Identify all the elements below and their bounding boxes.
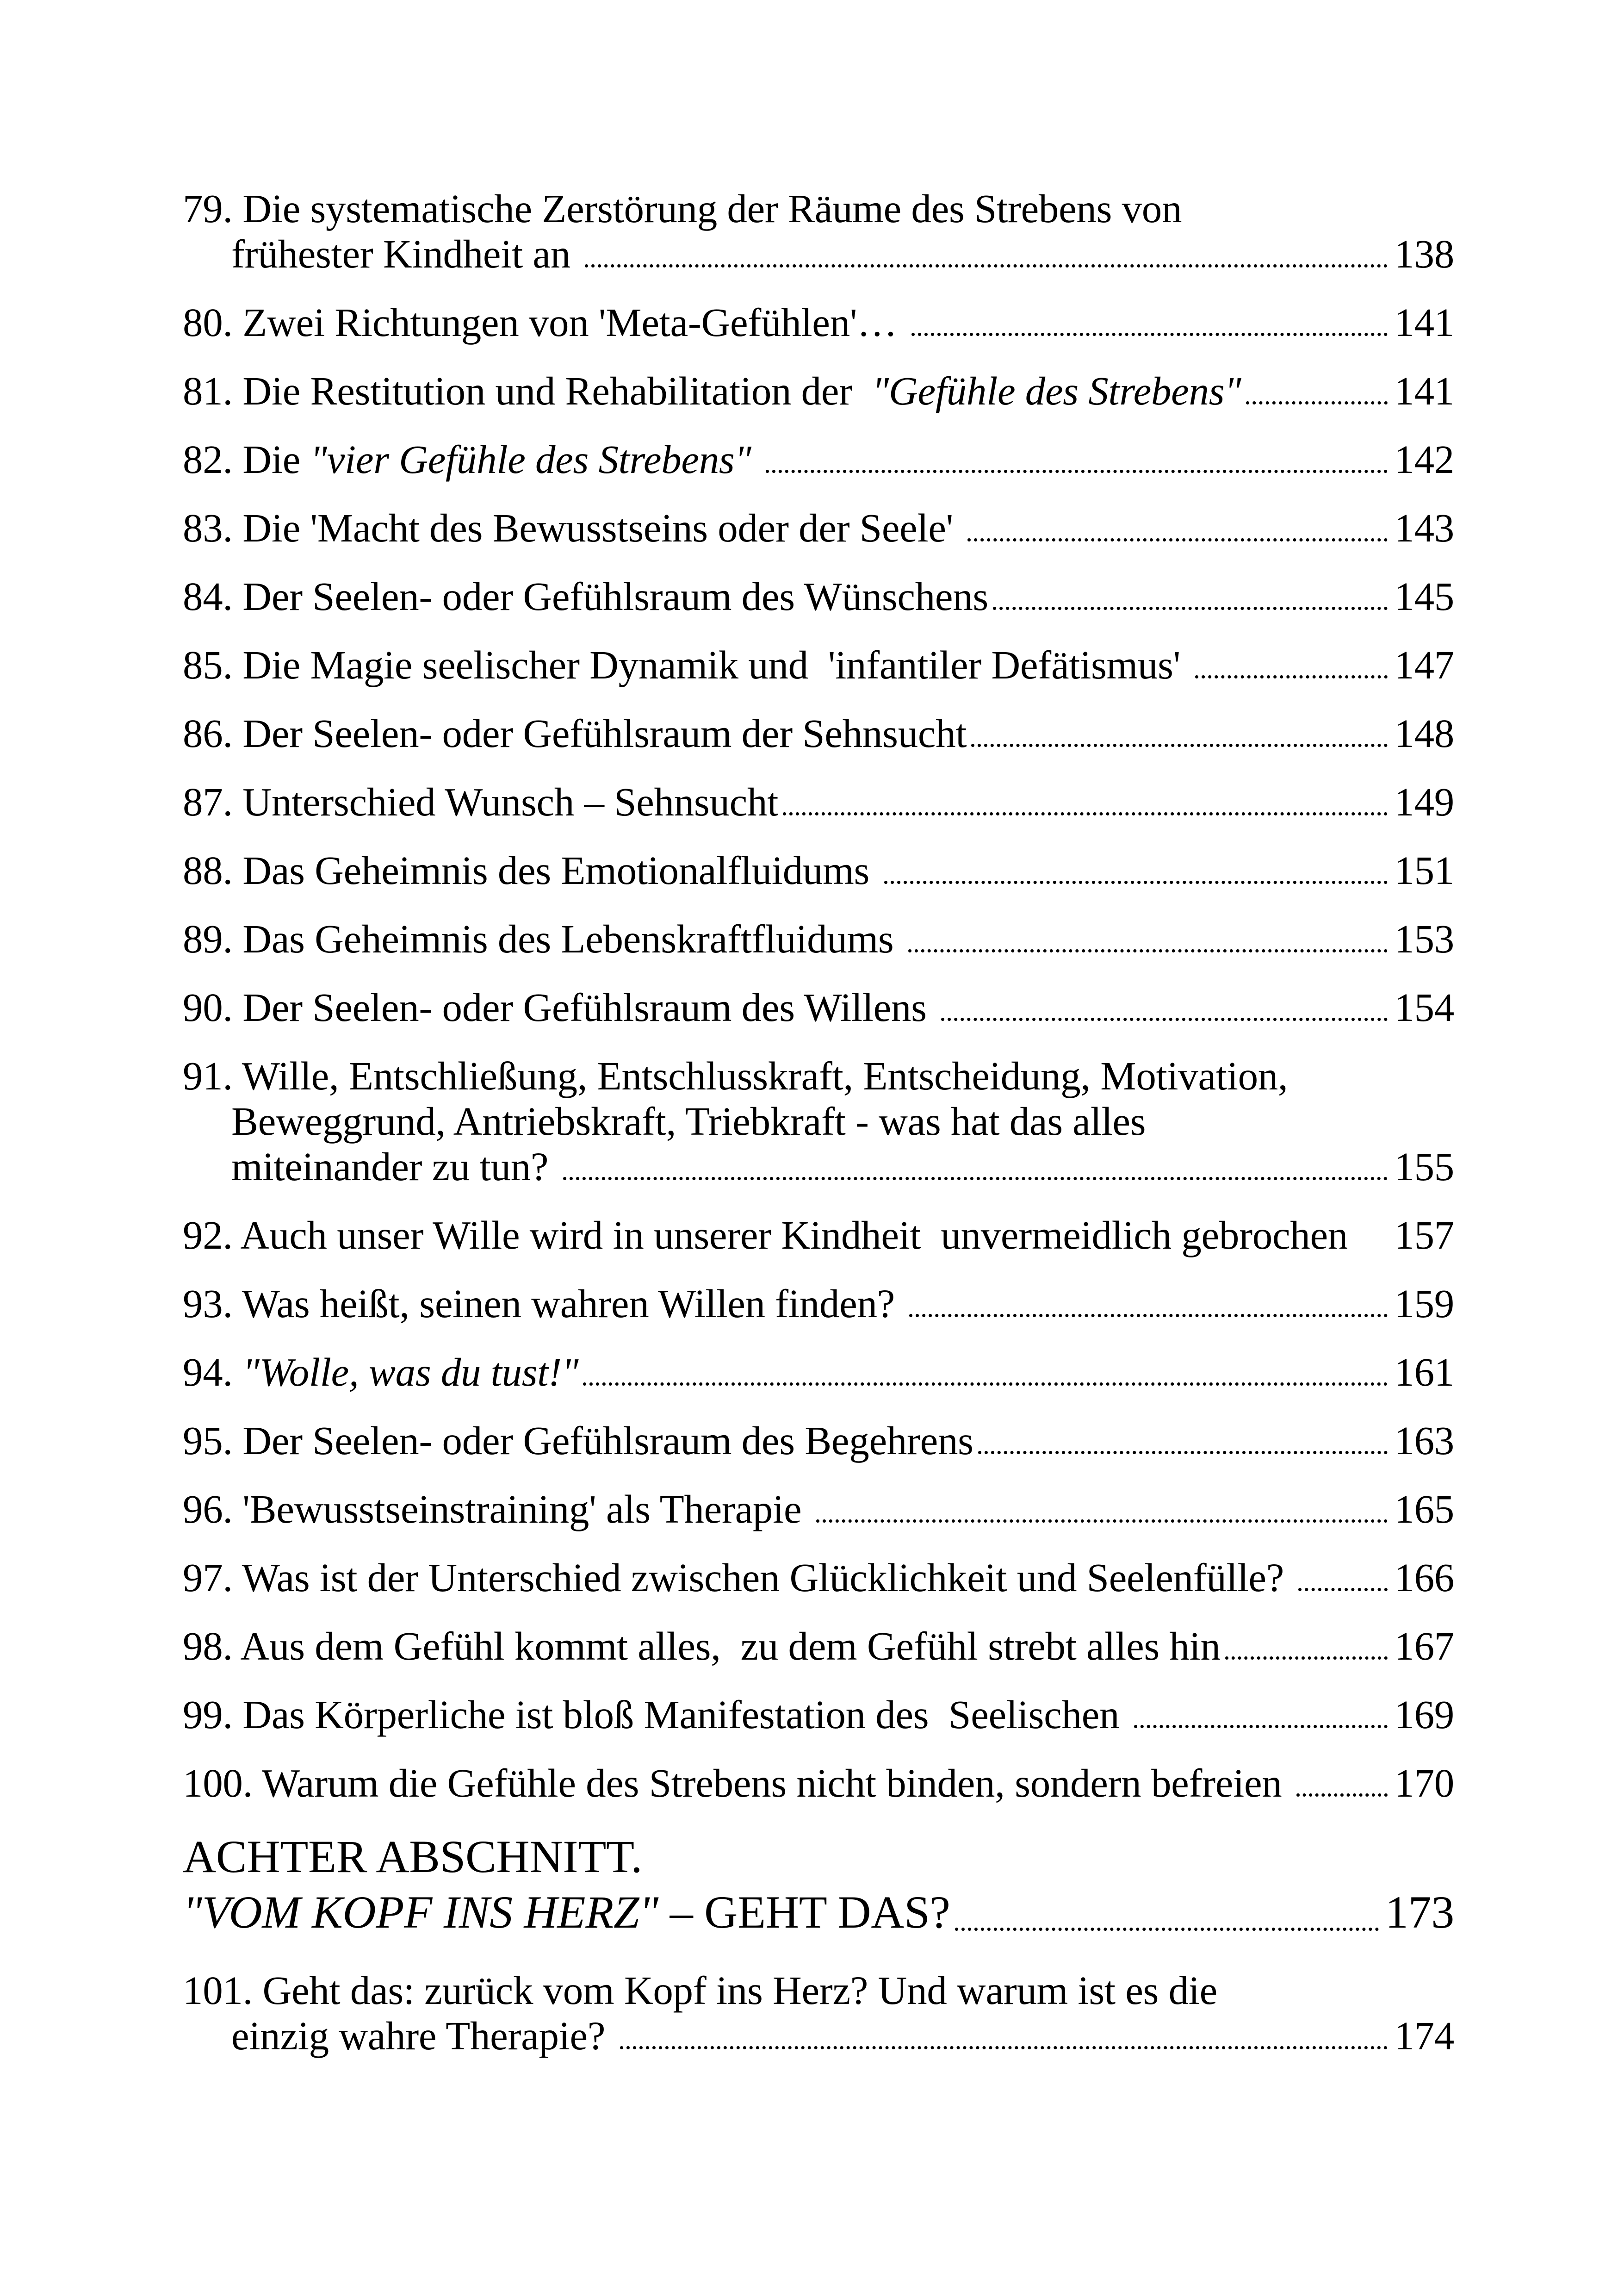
entry-text: 99. Das Körperliche ist bloß Manifestation des Seelischen xyxy=(183,1692,1129,1737)
toc-line xyxy=(183,642,1454,688)
entry-text: 86. Der Seelen- oder Gefühlsraum der Sehnsucht xyxy=(183,711,967,756)
entry-text: miteinander zu tun? xyxy=(231,1144,558,1189)
toc-section-heading xyxy=(183,1829,1454,1940)
page-number: 169 xyxy=(1394,1692,1454,1737)
entry-text: 94. xyxy=(183,1350,243,1394)
page-number: 138 xyxy=(1394,231,1454,276)
toc-entry xyxy=(183,437,1454,482)
entry-text: 87. Unterschied Wunsch – Sehnsucht xyxy=(183,779,779,824)
leader-dots xyxy=(816,1519,1388,1523)
toc-line xyxy=(183,300,1454,345)
entry-text: 83. Die 'Macht des Bewusstseins oder der Seele' xyxy=(183,505,963,550)
page-number: 148 xyxy=(1394,711,1454,756)
leader-dots xyxy=(620,2046,1388,2049)
toc-line xyxy=(183,1053,1454,1099)
toc-entry xyxy=(183,368,1454,414)
leader-dots xyxy=(766,470,1388,473)
leader-dots xyxy=(978,1451,1388,1454)
entry-text: 85. Die Magie seelischer Dynamik und 'infantiler Defätismus' xyxy=(183,642,1190,687)
entry-text xyxy=(751,437,761,482)
toc-entry xyxy=(183,1350,1454,1395)
toc-entry xyxy=(183,186,1454,277)
toc-entry xyxy=(183,1281,1454,1326)
entry-text: "Wolle, was du tust!" xyxy=(242,1350,579,1394)
entry-text: 89. Das Geheimnis des Lebenskraftfluidums xyxy=(183,916,904,961)
toc-line xyxy=(183,1624,1454,1669)
toc-line xyxy=(183,437,1454,482)
leader-dots xyxy=(563,1177,1388,1180)
leader-spacer xyxy=(1348,1213,1394,1258)
toc-entry xyxy=(183,985,1454,1030)
toc-line xyxy=(183,1144,1454,1189)
toc-line xyxy=(183,574,1454,619)
leader-dots xyxy=(1298,1588,1388,1591)
entry-text: "vier Gefühle des Strebens" xyxy=(310,437,751,482)
page-number: 141 xyxy=(1394,300,1454,345)
entry-text: "VOM KOPF INS HERZ" xyxy=(183,1886,658,1938)
entry-text: 90. Der Seelen- oder Gefühlsraum des Willens xyxy=(183,985,937,1030)
entry-text: 95. Der Seelen- oder Gefühlsraum des Begehrens xyxy=(183,1418,973,1463)
entry-text: "Gefühle des Strebens" xyxy=(872,368,1241,413)
toc-entry xyxy=(183,574,1454,619)
entry-text: 82. Die xyxy=(183,437,310,482)
entry-text: ACHTER ABSCHNITT. xyxy=(183,1831,643,1882)
entry-text: – GEHT DAS? xyxy=(658,1886,950,1938)
entry-text: 84. Der Seelen- oder Gefühlsraum des Wünschens xyxy=(183,574,988,619)
entry-text: 88. Das Geheimnis des Emotionalfluidums xyxy=(183,848,880,893)
toc-line xyxy=(183,1350,1454,1395)
page-number: 157 xyxy=(1394,1213,1454,1257)
page-number: 151 xyxy=(1394,848,1454,893)
entry-text: 79. Die systematische Zerstörung der Räume des Strebens von xyxy=(183,186,1182,231)
page-number: 142 xyxy=(1394,437,1454,482)
page-number: 173 xyxy=(1385,1886,1454,1938)
leader-dots xyxy=(1134,1725,1388,1728)
toc-line xyxy=(183,1099,1454,1144)
toc-line xyxy=(183,231,1454,277)
toc-line xyxy=(183,916,1454,962)
toc-entry xyxy=(183,642,1454,688)
leader-dots xyxy=(955,1928,1379,1931)
toc-entry xyxy=(183,505,1454,551)
entry-text: frühester Kindheit an xyxy=(231,231,581,276)
leader-dots xyxy=(911,333,1388,336)
toc-entry xyxy=(183,1053,1454,1189)
entry-text: 81. Die Restitution und Rehabilitation der xyxy=(183,368,872,413)
leader-dots xyxy=(993,607,1388,610)
leader-dots xyxy=(971,744,1388,747)
leader-dots xyxy=(1195,675,1388,678)
leader-dots xyxy=(908,949,1388,952)
toc-line xyxy=(183,505,1454,551)
entry-text: 92. Auch unser Wille wird in unserer Kindheit unvermeidlich gebrochen xyxy=(183,1213,1348,1257)
toc-line xyxy=(183,1418,1454,1463)
toc-entry xyxy=(183,1761,1454,1806)
page-number: 141 xyxy=(1394,368,1454,413)
entry-text: einzig wahre Therapie? xyxy=(231,2013,615,2058)
leader-dots xyxy=(1246,401,1388,404)
toc-entry xyxy=(183,1624,1454,1669)
toc-line xyxy=(183,1761,1454,1806)
toc-entry xyxy=(183,1213,1454,1258)
page-number: 154 xyxy=(1394,985,1454,1030)
toc-line xyxy=(183,1213,1454,1258)
toc-line xyxy=(183,1829,1454,1885)
toc-line xyxy=(183,1885,1454,1940)
page-number: 153 xyxy=(1394,916,1454,961)
leader-dots xyxy=(884,881,1388,884)
toc-entry xyxy=(183,1692,1454,1737)
entry-text: 97. Was ist der Unterschied zwischen Glücklichkeit und Seelenfülle? xyxy=(183,1555,1294,1600)
page-number: 170 xyxy=(1394,1761,1454,1805)
entry-text: 100. Warum die Gefühle des Strebens nicht binden, sondern befreien xyxy=(183,1761,1292,1805)
toc-entry xyxy=(183,1487,1454,1532)
toc-entry xyxy=(183,711,1454,756)
entry-text: 98. Aus dem Gefühl kommt alles, zu dem Gefühl strebt alles hin xyxy=(183,1624,1221,1668)
toc-line xyxy=(183,2013,1454,2059)
toc-entry xyxy=(183,848,1454,893)
leader-dots xyxy=(967,538,1388,541)
toc-line xyxy=(183,985,1454,1030)
toc-entry xyxy=(183,1418,1454,1463)
page-number: 149 xyxy=(1394,779,1454,824)
toc-line xyxy=(183,848,1454,893)
entry-text: 101. Geht das: zurück vom Kopf ins Herz? Und warum ist es die xyxy=(183,1968,1217,2013)
page-number: 165 xyxy=(1394,1487,1454,1531)
page-number: 174 xyxy=(1394,2013,1454,2058)
toc-line xyxy=(183,368,1454,414)
toc-entry xyxy=(183,916,1454,962)
page-number: 159 xyxy=(1394,1281,1454,1326)
leader-dots xyxy=(1296,1793,1388,1797)
entry-text: 91. Wille, Entschließung, Entschlusskraft, Entscheidung, Motivation, xyxy=(183,1053,1288,1098)
toc-line xyxy=(183,1555,1454,1600)
toc-entry xyxy=(183,300,1454,345)
page-number: 163 xyxy=(1394,1418,1454,1463)
leader-dots xyxy=(909,1314,1388,1317)
toc-line xyxy=(183,711,1454,756)
page-number: 145 xyxy=(1394,574,1454,619)
leader-dots xyxy=(583,1382,1388,1386)
toc-entry xyxy=(183,1968,1454,2059)
leader-dots xyxy=(941,1018,1388,1021)
leader-dots xyxy=(783,812,1388,815)
page-number: 147 xyxy=(1394,642,1454,687)
toc-line xyxy=(183,1692,1454,1737)
entry-text: 80. Zwei Richtungen von 'Meta-Gefühlen'… xyxy=(183,300,907,345)
leader-dots xyxy=(1225,1656,1388,1660)
page-number: 161 xyxy=(1394,1350,1454,1394)
toc-line xyxy=(183,1968,1454,2013)
page-number: 167 xyxy=(1394,1624,1454,1668)
page-number: 143 xyxy=(1394,505,1454,550)
entry-text: Beweggrund, Antriebskraft, Triebkraft - was hat das alles xyxy=(231,1099,1146,1144)
toc-entry xyxy=(183,1555,1454,1600)
toc-line xyxy=(183,1281,1454,1326)
toc-line xyxy=(183,779,1454,825)
toc-entry xyxy=(183,779,1454,825)
page-number: 155 xyxy=(1394,1144,1454,1189)
toc-line xyxy=(183,186,1454,231)
toc-line xyxy=(183,1487,1454,1532)
leader-dots xyxy=(585,264,1388,268)
table-of-contents xyxy=(183,186,1454,2059)
entry-text: 93. Was heißt, seinen wahren Willen finden? xyxy=(183,1281,905,1326)
page-number: 166 xyxy=(1394,1555,1454,1600)
entry-text: 96. 'Bewusstseinstraining' als Therapie xyxy=(183,1487,812,1531)
